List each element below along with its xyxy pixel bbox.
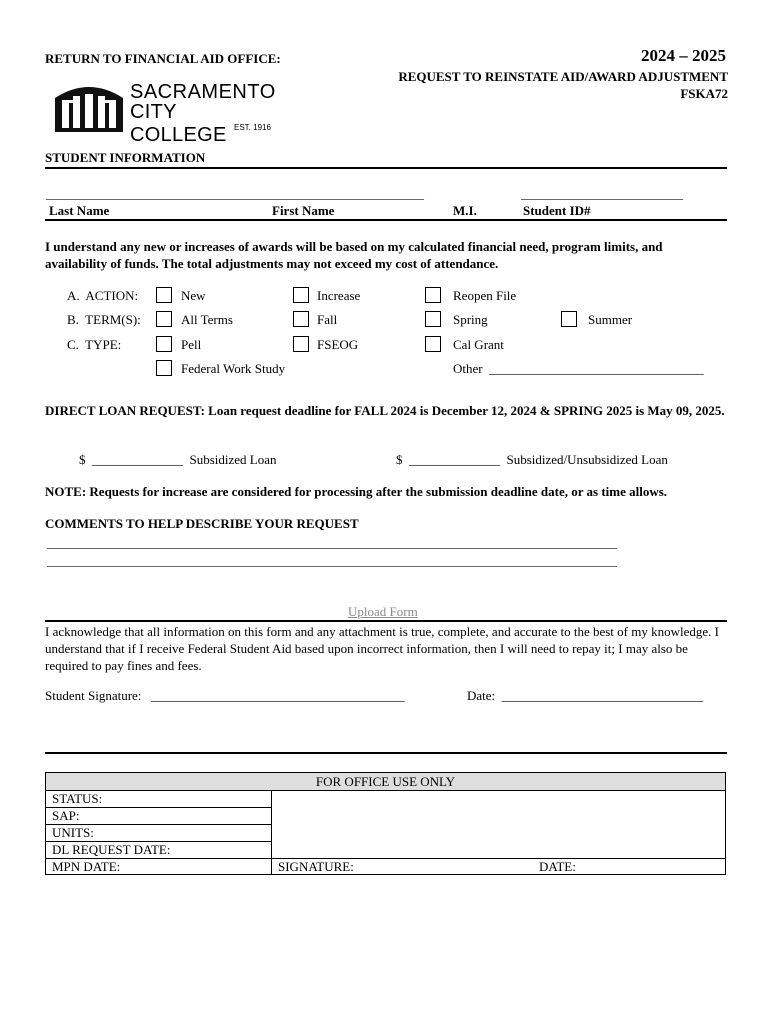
logo-name-line2: CITY COLLEGE [130,101,227,146]
increase-label: Increase [317,288,361,303]
units-label: UNITS: [52,825,94,840]
federal-work-study-checkbox[interactable] [156,360,172,376]
office-use-table [45,772,726,875]
student-id-field-line[interactable]: ___________________________ [521,187,683,201]
all-terms-checkbox[interactable] [156,311,172,327]
student-info-heading: STUDENT INFORMATION [45,150,206,165]
all-terms-label: All Terms [181,312,233,327]
last-name-label: Last Name [49,203,110,218]
new-label: New [181,288,206,303]
office-signature-label: SIGNATURE: [278,859,354,874]
fall-label: Fall [317,312,338,327]
sap-label: SAP: [52,808,80,823]
dl-request-date-cell [45,841,272,859]
action-label: A. ACTION: [67,288,139,303]
section-rule [45,752,727,754]
unsubsidized-loan-field[interactable]: $ ______________ Subsidized/Unsubsidized Loan [396,452,668,467]
mi-label: M.I. [453,203,477,218]
type-label: C. TYPE: [67,337,122,352]
office-use-title: FOR OFFICE USE ONLY [315,774,456,789]
return-to-label: RETURN TO FINANCIAL AID OFFICE: [45,51,281,66]
comments-line-1[interactable]: _______________________________________________________________________________________________ [47,536,617,550]
name-field-line[interactable]: _______________________________________________________________ [46,187,424,201]
direct-loan-label: DIRECT LOAN REQUEST [45,403,201,418]
logo-established: EST. 1916 [234,123,271,132]
section-rule [45,219,727,221]
spring-checkbox[interactable] [425,311,441,327]
direct-loan-deadline: : Loan request deadline for FALL 2024 is December 12, 2024 & SPRING 2025 is May 09, 2025. [200,403,725,418]
cal-grant-label: Cal Grant [453,337,504,352]
office-use-header [45,772,726,791]
office-notes-cell [271,790,726,859]
subsidized-loan-field[interactable]: $ ______________ Subsidized Loan [79,452,277,467]
increase-checkbox[interactable] [293,287,309,303]
other-field[interactable]: Other _________________________________ [453,361,704,376]
reopen-file-label: Reopen File [453,288,517,303]
fseog-checkbox[interactable] [293,336,309,352]
college-logo-icon [53,78,125,134]
office-signature-cell [271,858,726,875]
form-year: 2024 – 2025 [641,46,726,65]
federal-work-study-label: Federal Work Study [181,361,286,376]
fall-checkbox[interactable] [293,311,309,327]
reopen-file-checkbox[interactable] [425,287,441,303]
student-signature-field[interactable]: Student Signature: _______________________________________ [45,688,405,703]
dl-request-date-label: DL REQUEST DATE: [52,842,171,857]
spring-label: Spring [453,312,488,327]
first-name-label: First Name [272,203,335,218]
office-date-label: DATE: [539,859,576,874]
summer-label: Summer [588,312,633,327]
form-title: REQUEST TO REINSTATE AID/AWARD ADJUSTMENT [398,69,728,84]
upload-form-link[interactable]: Upload Form [348,604,418,619]
acknowledgement-text: I acknowledge that all information on this form and any attachment is true, complete, and accurate to the best of my knowledge. I understand that if I receive Federal Student Aid based upon incorrect information, then I will need to repay it; I may also be required to pay fines and fees. [45,624,719,673]
units-cell [45,824,272,842]
need-statement: I understand any new or increases of awards will be based on my calculated financial need, program limits, and availability of funds. The total adjustments may not exceed my cost of attendance. [45,239,663,271]
sap-cell [45,807,272,825]
pell-checkbox[interactable] [156,336,172,352]
note-text: NOTE: Requests for increase are considered for processing after the submission deadline date, or as time allows. [45,484,668,499]
mpn-date-cell [45,858,272,875]
summer-checkbox[interactable] [561,311,577,327]
logo-name-line1: SACRAMENTO [130,81,276,103]
mpn-date-label: MPN DATE: [52,859,121,874]
section-rule [45,620,727,622]
comments-heading: COMMENTS TO HELP DESCRIBE YOUR REQUEST [45,516,359,531]
college-logo [53,78,276,146]
student-id-label: Student ID# [523,203,591,218]
pell-label: Pell [181,337,202,352]
comments-line-2[interactable]: _______________________________________________________________________________________________ [47,554,617,568]
status-cell [45,790,272,808]
cal-grant-checkbox[interactable] [425,336,441,352]
new-checkbox[interactable] [156,287,172,303]
signature-date-field[interactable]: Date: _______________________________ [467,688,704,703]
form-code: FSKA72 [680,86,728,101]
status-label: STATUS: [52,791,103,806]
fseog-label: FSEOG [317,337,359,352]
direct-loan-request [45,402,729,419]
section-rule [45,167,727,169]
term-label: B. TERM(S): [67,312,141,327]
